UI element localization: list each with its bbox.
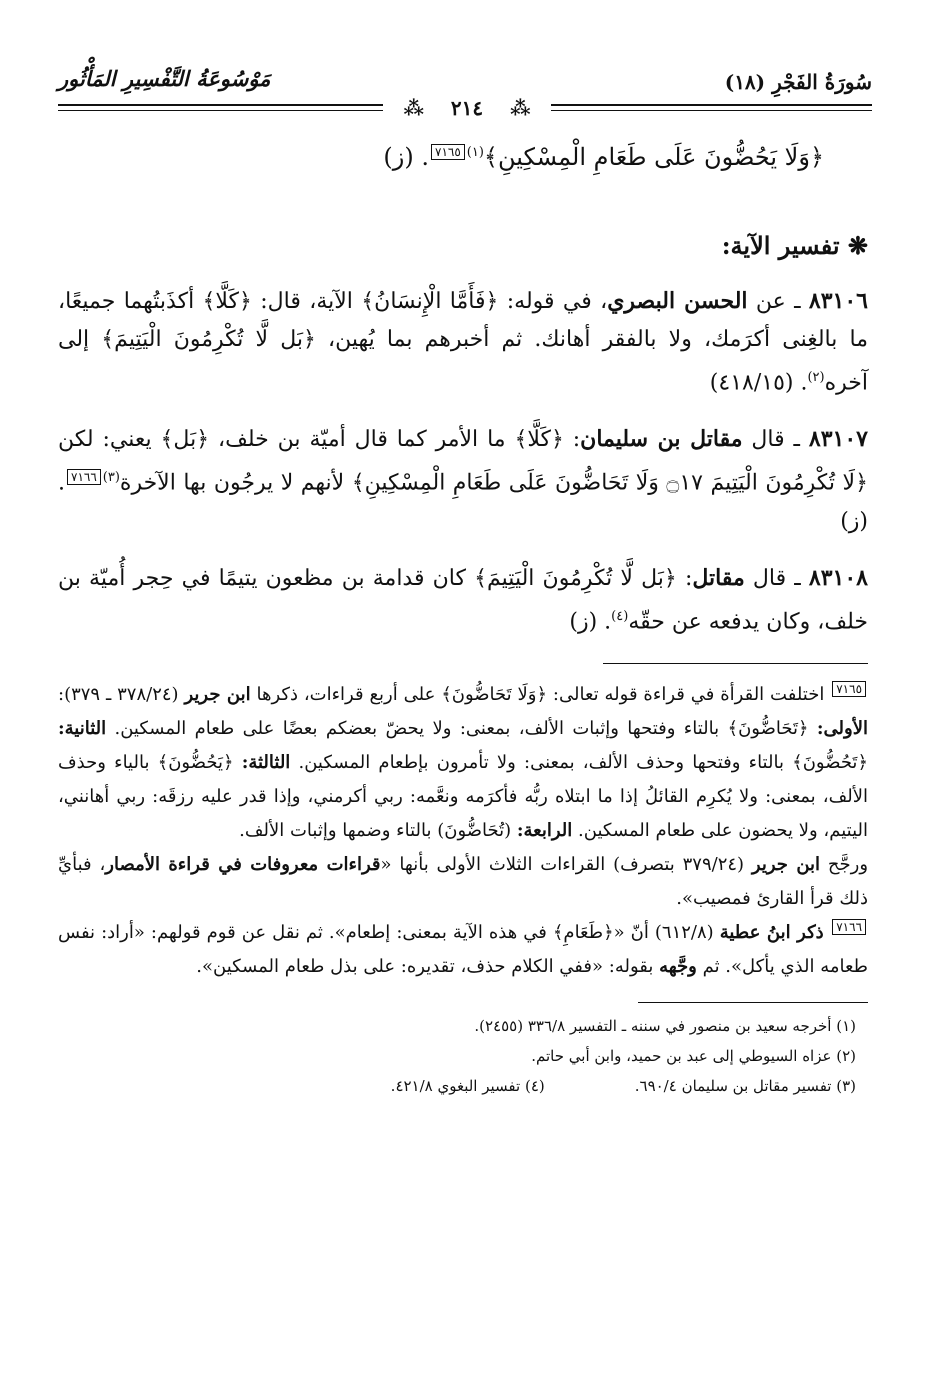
section-heading — [58, 228, 868, 264]
entry-text: : ﴿بَل لَّا تُكْرِمُونَ الْيَتِيمَ﴾ كان قدامة بن مظعون يتيمًا في حِجر أُميّة بن خلف، وكان يدفعه عن حقّه — [58, 565, 868, 634]
commentary-note — [58, 848, 868, 916]
encyclopedia-title: مَوْسُوعَةُ التَّفْسِيرِ المَأْثُور — [58, 66, 271, 91]
entry-tail: . (٤١٨/١٥) — [709, 370, 808, 396]
commentary-note — [58, 678, 868, 848]
commentary-ref-box: ٧١٦٦ — [832, 919, 866, 935]
commentary-ref-box: ٧١٦٥ — [431, 144, 465, 160]
footnote-ref: (٤) — [611, 608, 629, 624]
note-text: (تُحَاضُّونَ) بالتاء وضمها وإثبات الألف. — [239, 819, 517, 841]
commentary-note — [58, 916, 868, 984]
verse-text: وَلَا يَحُضُّونَ عَلَى طَعَامِ الْمِسْكِينِ﴾ — [483, 143, 810, 171]
page-number-block — [0, 96, 934, 120]
page-content — [58, 132, 868, 1101]
entry-text: : ﴿كَلَّا﴾ ما الأمر كما قال أميّة بن خلف، ﴿بَل﴾ يعني: لكن ﴿لَا تُكْرِمُونَ الْيَتِيمَ ۝١٧ وَلَا تَحَاضُّونَ عَلَى طَعَامِ الْمِسْكِينِ﴾ لأنهم لا يرجُون بها الآخرة — [58, 427, 868, 496]
entry-tail: . (ز) — [58, 470, 868, 534]
entry-paragraph — [58, 282, 868, 402]
footnote-ref: (١) — [466, 145, 484, 160]
entry-number: ٨٣١٠٨ — [808, 564, 868, 591]
footnote: (٢) عزاه السيوطي إلى عبد بن حميد، وابن أبي حاتم. — [531, 1046, 856, 1065]
entry-text: ، في قوله: ﴿فَأَمَّا الْإِنسَانُ﴾ الآية، قال: ﴿كَلَّا﴾ أكذَبتُهما جميعًا، ما بالغِنى أكرَمك، ولا بالفقر أهانك. ثم أخبرهم بما يُهين، ﴿بَل لَّا تُكْرِمُونَ الْيَتِيمَ﴾ إلى آخره — [58, 289, 868, 396]
note-text: ، فبأيِّ ذلك قرأ القارئ فمصيب». — [58, 853, 868, 909]
note-text: (٣٧٩/٢٤ بتصرف) القراءات الثلاث الأولى بأنها « — [380, 853, 752, 875]
entry-number: ٨٣١٠٧ — [808, 426, 868, 453]
entry-source-name: مقاتل بن سليمان — [580, 426, 743, 453]
verse-open-bracket: ﴿ — [809, 143, 824, 171]
commentary-ref-box: ٧١٦٥ — [832, 681, 866, 697]
entry-tail: . (ز) — [569, 608, 612, 634]
footnote-ref: (٢) — [807, 370, 825, 385]
footnote: (٤) تفسير البغوي ٤٢١/٨. — [390, 1076, 545, 1095]
note-text: بقوله: «ففي الكلام حذف، تقديره: على بذل طعام المسكين». — [196, 955, 660, 977]
commentary-ref-box: ٧١٦٦ — [67, 469, 101, 485]
note-text: ﴿يَحُضُّونَ﴾ بالياء وحذف الألف، بمعنى: ولا يُكرِم القائلُ إذا ما ابتلاه ربُّه فأكرَمه ونعَّمه: ربي أكرمني، وإذا قدر عليه رزقَه: ربي أهانني، اليتيم، ولا يحضون على طعام المسكين. — [58, 751, 868, 841]
notes-separator — [603, 663, 868, 664]
entry-number: ٨٣١٠٦ — [808, 288, 868, 314]
footnote: (٣) تفسير مقاتل بن سليمان ٦٩٠/٤. — [634, 1076, 856, 1095]
footnotes-separator — [638, 1002, 868, 1003]
entry-intro: ـ قال — [744, 565, 809, 591]
entry-intro: ـ عن — [747, 289, 809, 314]
footnote: (١) أخرجه سعيد بن منصور في سننه ـ التفسير ٣٣٦/٨ (٢٤٥٥). — [474, 1016, 856, 1035]
note-bold: الأولى: — [816, 717, 868, 739]
note-bold: قراءات معروفات في قراءة الأمصار — [105, 853, 381, 875]
entry-intro: ـ قال — [742, 427, 809, 453]
entry-paragraph — [58, 420, 868, 540]
note-bold: الثانية: — [58, 717, 107, 739]
commentary-notes — [58, 678, 868, 984]
entry-paragraph — [58, 559, 868, 641]
note-text: ﴿تَحَاضُّونَ﴾ بالتاء وفتحها وإثبات الألف، بمعنى: ولا يحضّ بعضكم بعضًا على طعام المسكين. — [106, 717, 817, 739]
footnotes — [58, 1011, 868, 1101]
note-bold: ابن جرير — [184, 683, 251, 705]
footnote-ref: (٣) — [102, 470, 120, 486]
section-title: تفسير الآية: — [721, 231, 840, 260]
note-text: ورجَّح — [820, 853, 869, 875]
note-bold: الثالثة: — [241, 751, 291, 773]
ornament-icon: ⁂ — [393, 96, 433, 120]
note-bold: وجَّهه — [659, 955, 697, 977]
note-bold: الرابعة: — [516, 819, 573, 841]
note-bold: ابن جرير — [751, 853, 821, 875]
flower-icon: ❋ — [847, 231, 868, 260]
footnote-row — [58, 1071, 856, 1101]
note-text: (٦١٢/٨) أنّ «﴿طَعَامِ﴾ في هذه الآية بمعنى: إطعام». ثم نقل عن قوم قولهم: «أراد: نفس طعامه الذي يأكل». ثم — [58, 921, 868, 977]
ornament-icon: ⁂ — [500, 96, 540, 120]
page-number: ٢١٤ — [441, 96, 493, 120]
surah-title: سُورَةُ الفَجْرِ (١٨) — [724, 70, 872, 94]
note-text: (٣٧٨/٢٤ ـ ٣٧٩): — [58, 683, 185, 705]
note-bold: ذكر ابنُ عطية — [719, 921, 831, 943]
verse-tail: . (ز) — [383, 143, 429, 171]
verse-line — [58, 132, 868, 178]
note-text: اختلفت القرأة في قراءة قوله تعالى: ﴿وَلَا تَحَاضُّونَ﴾ على أربع قراءات، ذكرها — [250, 683, 831, 705]
note-text: ﴿تَحُضُّونَ﴾ بالتاء وفتحها وحذف الألف، بمعنى: ولا تأمرون بإطعام المسكين. — [290, 751, 868, 773]
entry-source-name: مقاتل — [692, 564, 745, 591]
entry-source-name: الحسن البصري — [607, 288, 748, 314]
